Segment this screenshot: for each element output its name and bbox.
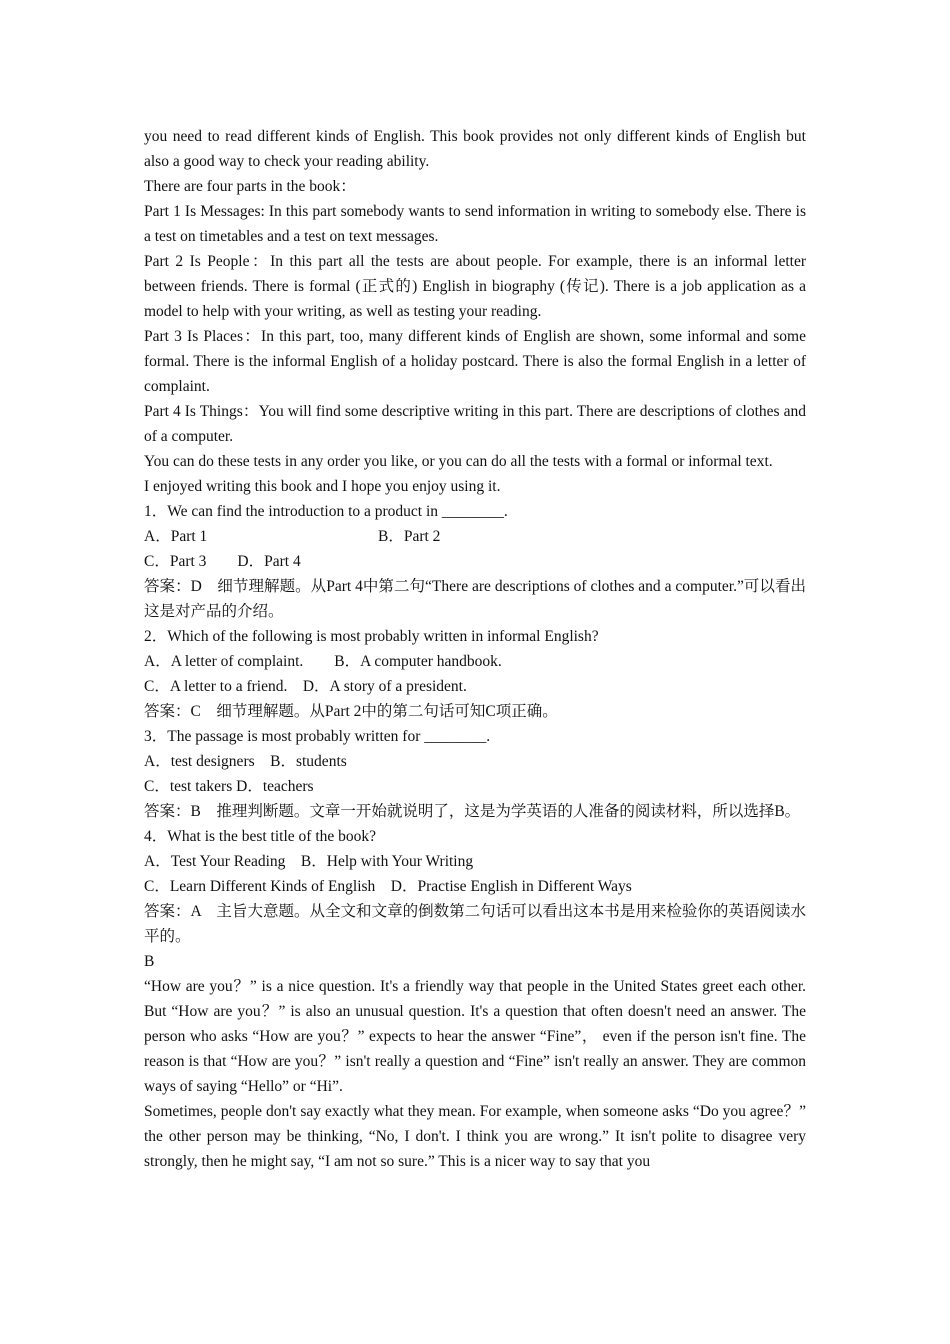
- option-b: B．Part 2: [378, 528, 441, 545]
- section-label: B: [144, 953, 155, 970]
- paragraph: Sometimes, people don't say exactly what they mean. For example, when someone asks “Do you agree？” the other person may be thinking, “No, I don't. I think you are wrong.” It isn't polite to disagree very strongly, then he might say, “I am not so sure.” This is a nicer way to say that you: [144, 1103, 806, 1170]
- paragraph: Part 1 Is Messages: In this part somebody wants to send information in writing to somebody else. There is a test on timetables and a test on text messages.: [144, 203, 806, 245]
- paragraph: I enjoyed writing this book and I hope you enjoy using it.: [144, 478, 501, 495]
- question-options: C．test takers D．teachers: [144, 778, 314, 795]
- paragraph: You can do these tests in any order you like, or you can do all the tests with a formal or informal text.: [144, 453, 773, 470]
- question-options: C．Learn Different Kinds of English D．Practise English in Different Ways: [144, 878, 632, 895]
- paragraph: There are four parts in the book：: [144, 178, 356, 195]
- question-stem: 2．Which of the following is most probably written in informal English?: [144, 628, 599, 645]
- option-a: A．Part 1: [144, 528, 208, 545]
- question-stem: 4．What is the best title of the book?: [144, 828, 377, 845]
- question-options: C．Part 3 D．Part 4: [144, 553, 301, 570]
- question-stem: 1．We can find the introduction to a product in ________.: [144, 503, 508, 520]
- paragraph: Part 4 Is Things：You will find some descriptive writing in this part. There are descriptions of clothes and of a computer.: [144, 403, 806, 445]
- answer-explanation: 答案：C 细节理解题。从Part 2中的第二句话可知C项正确。: [144, 703, 558, 720]
- paragraph: you need to read different kinds of English. This book provides not only different kinds of English but also a good way to check your reading ability.: [144, 128, 806, 170]
- answer-explanation: 答案：D 细节理解题。从Part 4中第二句“There are descriptions of clothes and a computer.”可以看出这是对产品的介绍。: [144, 578, 806, 620]
- answer-explanation: 答案：B 推理判断题。文章一开始就说明了，这是为学英语的人准备的阅读材料，所以选择B。: [144, 803, 801, 820]
- paragraph: Part 2 Is People：In this part all the tests are about people. For example, there is an informal letter between friends. There is formal (正式的) English in biography (传记). There is a job application as a model to help with your writing, as well as testing your reading.: [144, 253, 806, 320]
- document-page: [144, 124, 806, 1174]
- answer-explanation: 答案：A 主旨大意题。从全文和文章的倒数第二句话可以看出这本书是用来检验你的英语阅读水平的。: [144, 903, 806, 945]
- question-options: [144, 524, 806, 549]
- question-options: A．A letter of complaint. B．A computer handbook.: [144, 653, 502, 670]
- question-options: C．A letter to a friend. D．A story of a president.: [144, 678, 467, 695]
- question-stem: 3．The passage is most probably written for ________.: [144, 728, 491, 745]
- paragraph: “How are you？” is a nice question. It's a friendly way that people in the United States greet each other. But “How are you？” is also an unusual question. It's a question that often doesn't need an answer. The person who asks “How are you？” expects to hear the answer “Fine”， even if the person isn't fine. The reason is that “How are you？” isn't really a question and “Fine” isn't really an answer. They are common ways of saying “Hello” or “Hi”.: [144, 978, 806, 1095]
- question-options: A．test designers B．students: [144, 753, 347, 770]
- question-options: A．Test Your Reading B．Help with Your Writing: [144, 853, 474, 870]
- paragraph: Part 3 Is Places：In this part, too, many different kinds of English are shown, some informal and some formal. There is the informal English of a holiday postcard. There is also the formal English in a letter of complaint.: [144, 328, 806, 395]
